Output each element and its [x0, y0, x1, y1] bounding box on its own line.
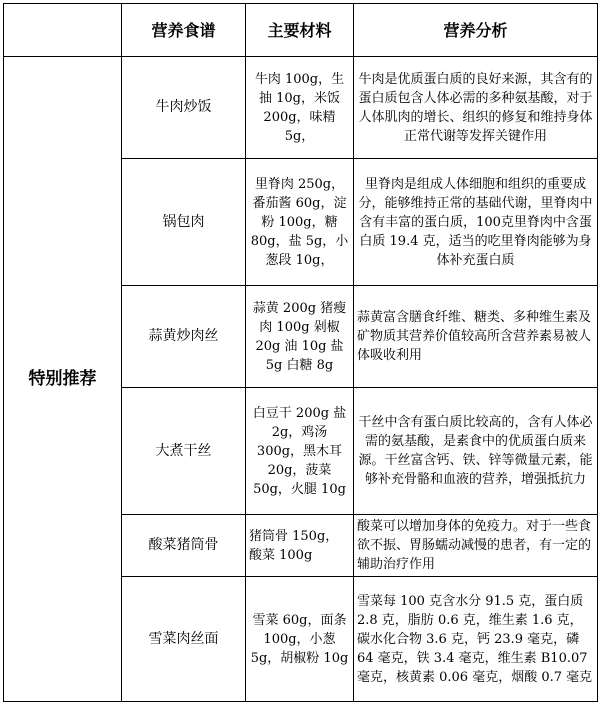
- analysis-cell: 蒜黄富含膳食纤维、糖类、多种维生素及矿物质其营养价值较高所含营养素易被人体吸收利用: [354, 286, 598, 388]
- dish-name: 酸菜猪筒骨: [122, 515, 246, 577]
- materials-cell: 里脊肉 250g，番茄酱 60g，淀粉 100g，糖 80g，盐 5g，小葱段 10g，: [246, 159, 354, 286]
- header-row: [4, 4, 598, 57]
- materials-cell: 蒜黄 200g 猪瘦肉 100g 剁椒 20g 油 10g 盐 5g 白糖 8g: [246, 286, 354, 388]
- recipe-table: [3, 3, 598, 702]
- dish-name: 锅包肉: [122, 159, 246, 286]
- header-recipe: 营养食谱: [122, 4, 246, 57]
- analysis-cell: 酸菜可以增加身体的免疫力。对于一些食欲不振、胃肠蠕动减慢的患者，有一定的辅助治疗作用: [354, 515, 598, 577]
- table-row: [4, 57, 598, 159]
- dish-name: 牛肉炒饭: [122, 57, 246, 159]
- materials-cell: 雪菜 60g，面条 100g，小葱 5g，胡椒粉 10g: [246, 577, 354, 702]
- header-analysis: 营养分析: [354, 4, 598, 57]
- analysis-cell: 雪菜每 100 克含水分 91.5 克，蛋白质 2.8 克，脂肪 0.6 克，维生素 1.6 克，碳水化合物 3.6 克，钙 23.9 毫克，磷 64 毫克，铁 3.4 毫克，维生素 B10.07 毫克，核黄素 0.06 毫克，烟酸 0.7 毫克: [354, 577, 598, 702]
- dish-name: 蒜黄炒肉丝: [122, 286, 246, 388]
- analysis-cell: 里脊肉是组成人体细胞和组织的重要成分，能够维持正常的基础代谢，里脊肉中含有丰富的蛋白质，100克里脊肉中含蛋白质 19.4 克，适当的吃里脊肉能够为身体补充蛋白质: [354, 159, 598, 286]
- analysis-cell: 干丝中含有蛋白质比较高的，含有人体必需的氨基酸，是素食中的优质蛋白质来源。干丝富含钙、铁、锌等微量元素，能够补充骨骼和血液的营养，增强抵抗力: [354, 388, 598, 515]
- materials-cell: 猪筒骨 150g，酸菜 100g: [246, 515, 354, 577]
- header-blank: [4, 4, 122, 57]
- materials-cell: 白豆干 200g 盐 2g，鸡汤 300g，黑木耳 20g，菠菜 50g，火腿 10g: [246, 388, 354, 515]
- dish-name: 大煮干丝: [122, 388, 246, 515]
- dish-name: 雪菜肉丝面: [122, 577, 246, 702]
- category-cell: 特别推荐: [4, 57, 122, 702]
- header-materials: 主要材料: [246, 4, 354, 57]
- analysis-cell: 牛肉是优质蛋白质的良好来源，其含有的蛋白质包含人体必需的多种氨基酸，对于人体肌肉的增长、组织的修复和维持身体正常代谢等发挥关键作用: [354, 57, 598, 159]
- materials-cell: 牛肉 100g，生抽 10g，米饭 200g，味精 5g，: [246, 57, 354, 159]
